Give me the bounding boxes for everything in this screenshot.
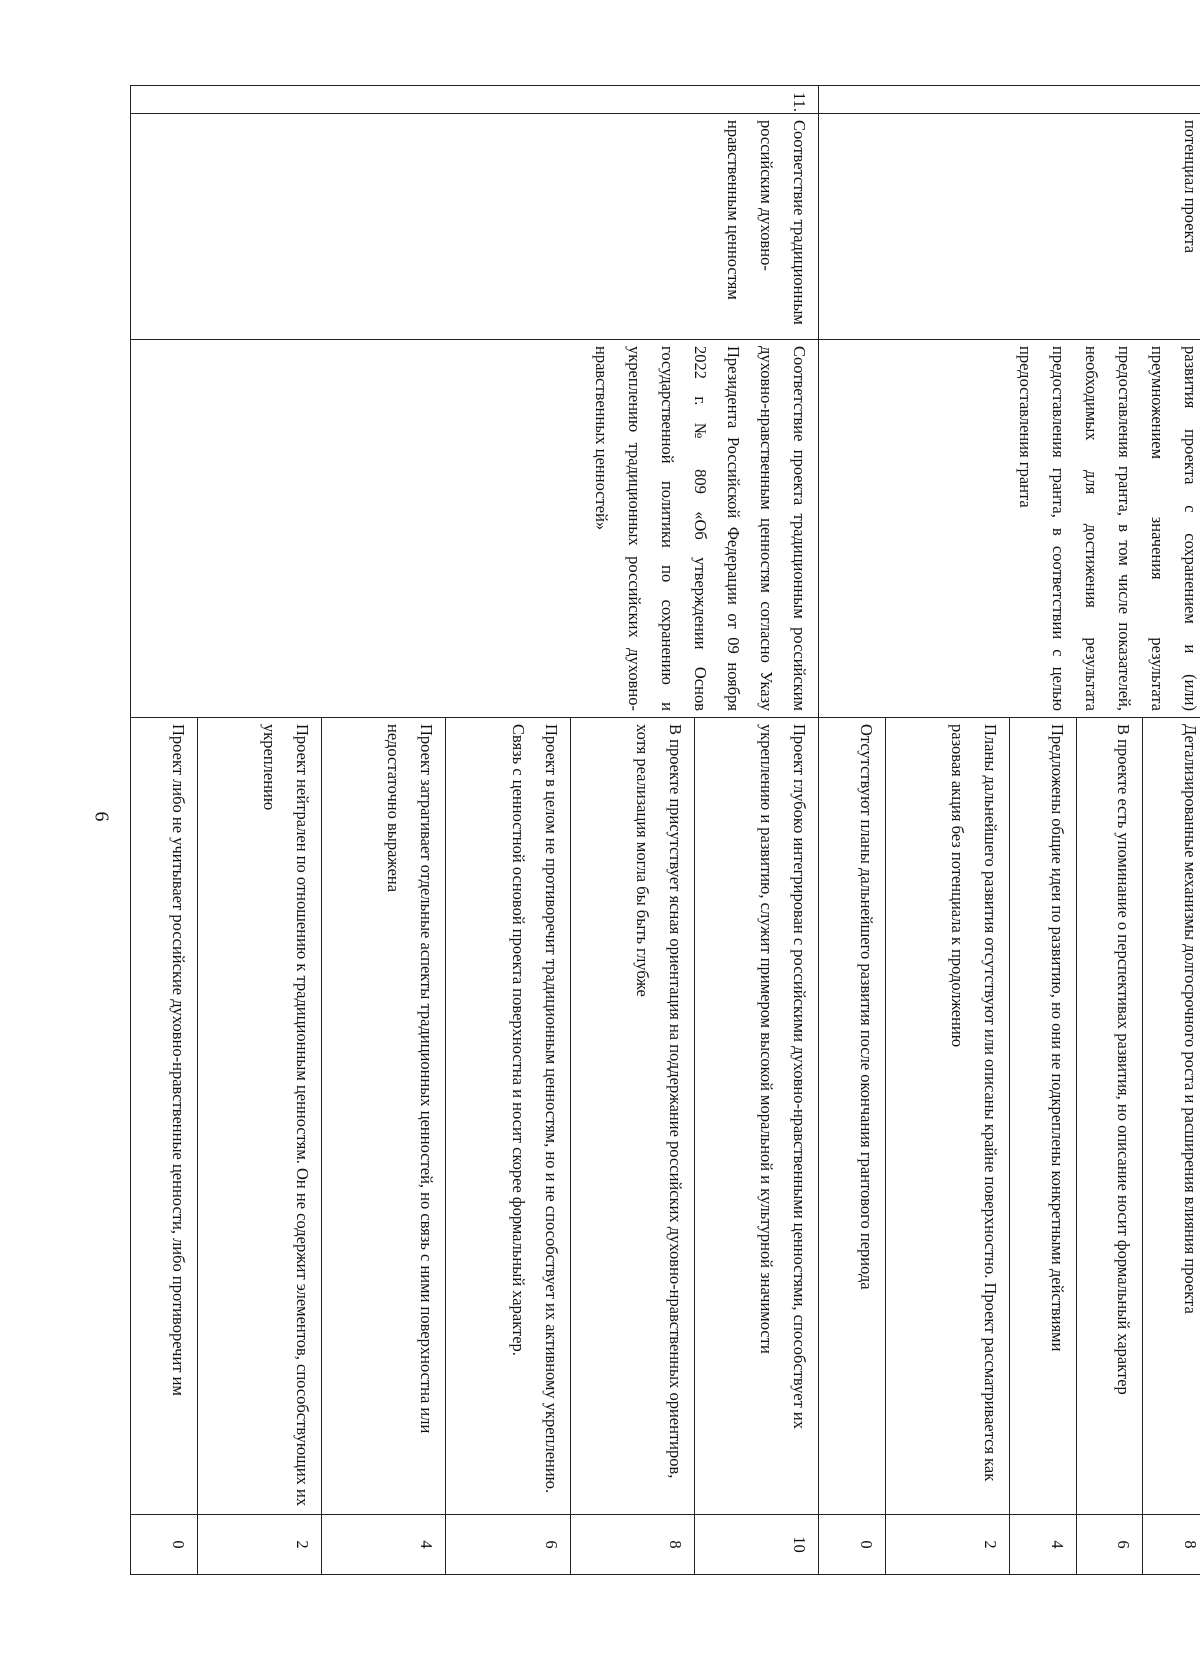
level-score: 0 [131, 1515, 198, 1575]
criterion-name: потенциал проекта [819, 114, 1200, 340]
level-text: Проект либо не учитывает российские духовно-нравственные ценности, либо противоречит им [131, 718, 198, 1515]
level-text: В проекте есть упоминание о перспективах развития, но описание носит формальный характер [1076, 718, 1143, 1515]
row-number: 11. [131, 86, 819, 114]
level-text: Проект глубоко интегрирован с российскими духовно-нравственными ценностями, способствует их укреплению и развитию, служит примером высокой моральной и культурной значимости [695, 718, 819, 1515]
row-number [819, 86, 1200, 114]
page-content-rotated [130, 85, 1200, 1575]
level-text: Проект в целом не противоречит традиционным ценностям, но и не способствует их активному укреплению. Связь с ценностной основой проекта поверхностна и носит скорее формальный характер. [446, 718, 570, 1515]
level-text: В проекте присутствует ясная ориентация на поддержание российских духовно-нравственных ориентиров, хотя реализация могла бы быть глубже [570, 718, 694, 1515]
level-score: 4 [322, 1515, 446, 1575]
level-score: 8 [1143, 1515, 1200, 1575]
level-score: 2 [886, 1515, 1010, 1575]
level-score: 8 [570, 1515, 694, 1575]
table-row [1143, 86, 1200, 1575]
criterion-name: Соответствие традиционным российским духовно-нравственным ценностям [131, 114, 819, 340]
level-text: Детализированные механизмы долгосрочного роста и расширения влияния проекта [1143, 718, 1200, 1515]
level-score: 6 [1076, 1515, 1143, 1575]
level-text: Проект затрагивает отдельные аспекты традиционных ценностей, но связь с ними поверхностна или недостаточно выражена [322, 718, 446, 1515]
level-text: Предложены общие идеи по развитию, но они не подкреплены конкретными действиями [1010, 718, 1077, 1515]
table-row [695, 86, 819, 1575]
level-text: Отсутствуют планы дальнейшего развития после окончания грантового периода [819, 718, 886, 1515]
criterion-description: Соответствие проекта традиционным российским духовно-нравственным ценностям согласно Указу Президента Российской Федерации от 09 ноября 2022 г. № 809 «Об утверждении Основ государственной политики по сохранению и укреплению традиционных российских духовно-нравственных ценностей» [131, 340, 819, 718]
level-text: Проект нейтрален по отношению к традиционным ценностям. Он не содержит элементов, способствующих их укреплению [197, 718, 321, 1515]
level-score: 0 [819, 1515, 886, 1575]
level-score: 4 [1010, 1515, 1077, 1575]
criterion-description: развития проекта с сохранением и (или) преумножением значения результата предоставления гранта, в том числе показателей, необходимых для достижения результата предоставления гранта, в соответствии с целью предоставления гранта [819, 340, 1200, 718]
level-score: 6 [446, 1515, 570, 1575]
page-number: 6 [90, 811, 113, 822]
level-score: 2 [197, 1515, 321, 1575]
level-text: Планы дальнейшего развития отсутствуют или описаны крайне поверхностно. Проект рассматривается как разовая акция без потенциала к продолжению [886, 718, 1010, 1515]
criteria-table [130, 85, 1200, 1575]
level-score: 10 [695, 1515, 819, 1575]
